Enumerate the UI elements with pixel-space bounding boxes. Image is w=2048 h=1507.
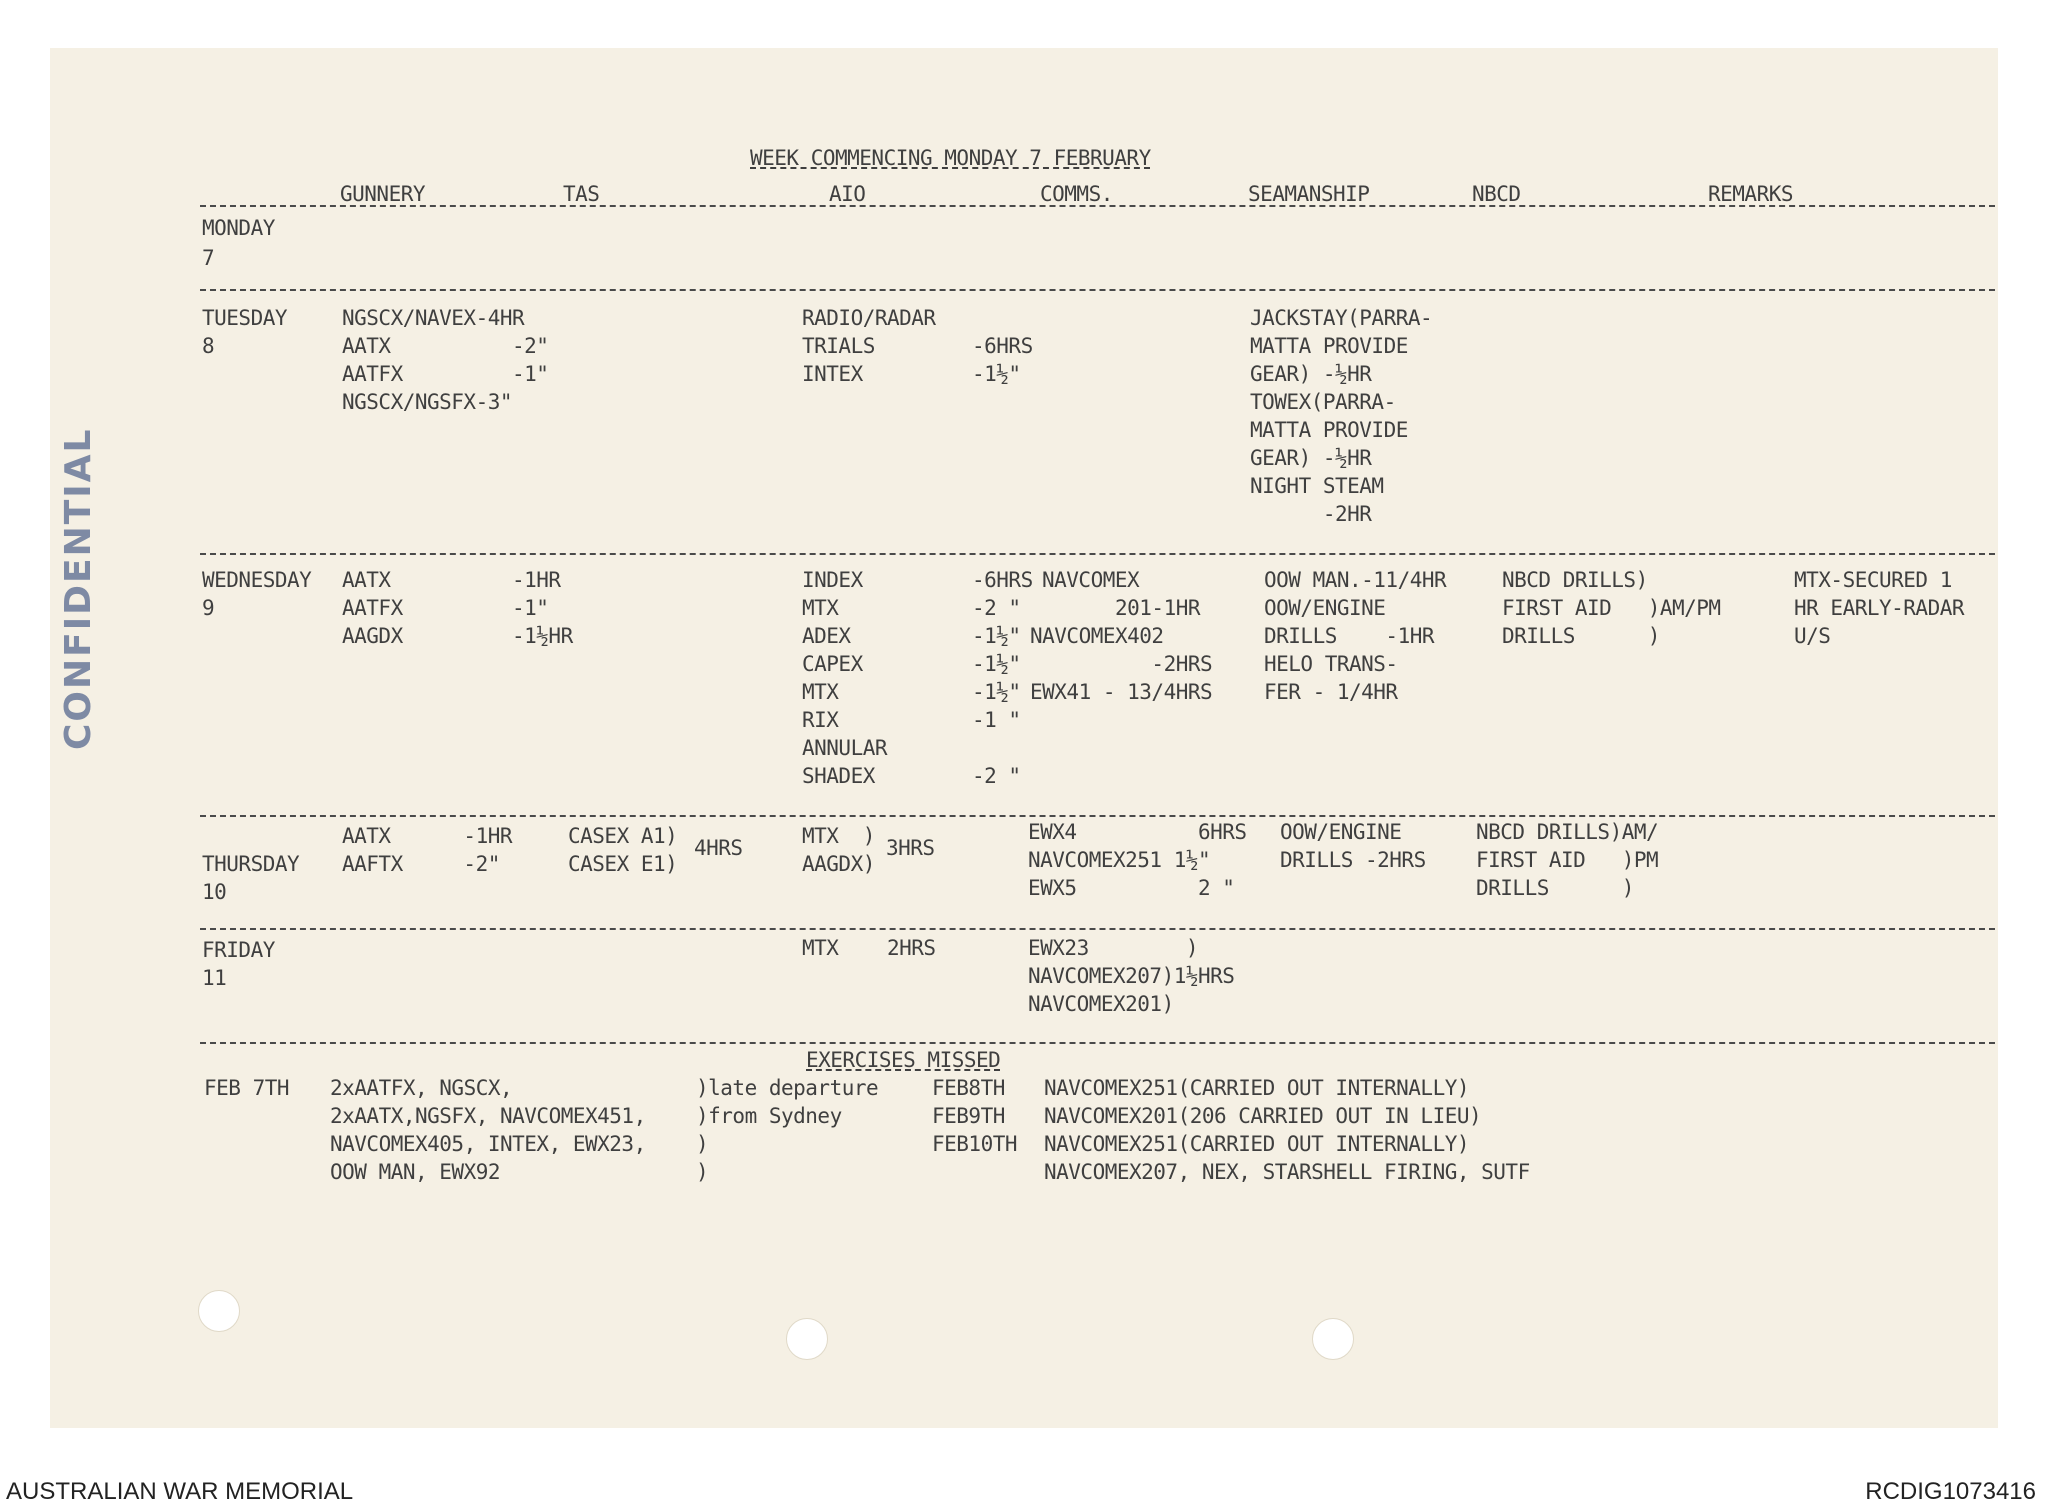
wed-gunnery-3: AAGDX -1½HR [342, 624, 573, 648]
thu-aio-1: MTX ) [802, 824, 875, 848]
wed-remarks-3: U/S [1794, 624, 1831, 648]
missed-feb7-reason-1: )late departure [696, 1076, 879, 1100]
wed-nbcd-3: DRILLS ) [1502, 624, 1660, 648]
wed-seamanship-2: OOW/ENGINE [1264, 596, 1386, 620]
wed-comms-4: -2HRS [1030, 652, 1213, 676]
wed-comms-1: NAVCOMEX [1042, 568, 1140, 592]
wed-seamanship-5: FER - 1/4HR [1264, 680, 1398, 704]
rule-header [200, 205, 1995, 207]
thu-gunnery-2: AAFTX -2" [342, 852, 500, 876]
header-aio: AIO [829, 182, 866, 206]
header-gunnery: GUNNERY [340, 182, 426, 206]
missed-later-date-2: FEB9TH [932, 1104, 1005, 1128]
wed-aio-1: INDEX -6HRS [802, 568, 1033, 592]
page-title: WEEK COMMENCING MONDAY 7 FEBRUARY [750, 146, 1151, 170]
thu-tas-1: CASEX A1) [568, 824, 678, 848]
punch-hole [198, 1290, 240, 1332]
thu-gunnery-1: AATX -1HR [342, 824, 513, 848]
wed-aio-6: RIX -1 " [802, 708, 1021, 732]
wed-nbcd-1: NBCD DRILLS) [1502, 568, 1648, 592]
tue-seamanship-8: -2HR [1250, 502, 1372, 526]
header-remarks: REMARKS [1708, 182, 1794, 206]
punch-hole [1312, 1318, 1354, 1360]
wed-comms-5: EWX41 - 13/4HRS [1030, 680, 1213, 704]
fri-aio-1: MTX 2HRS [802, 936, 936, 960]
rule-thursday [200, 928, 1995, 930]
missed-later-text-2: NAVCOMEX201(206 CARRIED OUT IN LIEU) [1044, 1104, 1482, 1128]
tue-seamanship-2: MATTA PROVIDE [1250, 334, 1408, 358]
day-monday-name: MONDAY [202, 216, 275, 240]
header-comms: COMMS. [1040, 182, 1113, 206]
wed-seamanship-1: OOW MAN.-11/4HR [1264, 568, 1447, 592]
missed-feb7-reason-4: ) [696, 1160, 709, 1184]
wed-aio-8: SHADEX -2 " [802, 764, 1021, 788]
day-friday-num: 11 [202, 966, 227, 990]
tue-seamanship-1: JACKSTAY(PARRA- [1250, 306, 1433, 330]
thu-nbcd-1: NBCD DRILLS)AM/ [1476, 820, 1659, 844]
day-monday-num: 7 [202, 246, 215, 270]
thu-nbcd-2: FIRST AID )PM [1476, 848, 1659, 872]
header-nbcd: NBCD [1472, 182, 1521, 206]
missed-feb7-date: FEB 7TH [204, 1076, 290, 1100]
rule-monday [200, 289, 1995, 291]
wed-comms-3: NAVCOMEX402 [1030, 624, 1164, 648]
confidential-stamp: CONFIDENTIAL [58, 427, 99, 750]
tue-aio-2: TRIALS -6HRS [802, 334, 1033, 358]
wed-remarks-2: HR EARLY-RADAR [1794, 596, 1965, 620]
day-tuesday-name: TUESDAY [202, 306, 288, 330]
fri-comms-3: NAVCOMEX201) [1028, 992, 1174, 1016]
footer-right: RCDIG1073416 [1865, 1478, 2036, 1505]
thu-aio-note: 3HRS [886, 836, 935, 860]
tue-aio-1: RADIO/RADAR [802, 306, 936, 330]
thu-aio-2: AAGDX) [802, 852, 875, 876]
tue-aio-3: INTEX -1½" [802, 362, 1021, 386]
wed-seamanship-4: HELO TRANS- [1264, 652, 1398, 676]
wed-aio-3: ADEX -1½" [802, 624, 1021, 648]
fri-comms-2: NAVCOMEX207)1½HRS [1028, 964, 1235, 988]
wed-comms-2: 201-1HR [1030, 596, 1201, 620]
missed-feb7-item-1: 2xAATFX, NGSCX, [330, 1076, 513, 1100]
missed-later-date-1: FEB8TH [932, 1076, 1005, 1100]
thu-nbcd-3: DRILLS ) [1476, 876, 1634, 900]
thu-seamanship-2: DRILLS -2HRS [1280, 848, 1426, 872]
day-tuesday-num: 8 [202, 334, 215, 358]
wed-gunnery-2: AATFX -1" [342, 596, 549, 620]
day-wednesday-name: WEDNESDAY [202, 568, 312, 592]
punch-hole [786, 1318, 828, 1360]
footer-left: AUSTRALIAN WAR MEMORIAL [6, 1478, 354, 1505]
thu-comms-2: NAVCOMEX251 1½" [1028, 848, 1211, 872]
day-wednesday-num: 9 [202, 596, 215, 620]
missed-title: EXERCISES MISSED [806, 1048, 1001, 1072]
tue-seamanship-3: GEAR) -½HR [1250, 362, 1372, 386]
missed-later-text-1: NAVCOMEX251(CARRIED OUT INTERNALLY) [1044, 1076, 1470, 1100]
missed-feb7-reason-3: ) [696, 1132, 709, 1156]
missed-feb7-item-3: NAVCOMEX405, INTEX, EWX23, [330, 1132, 646, 1156]
day-thursday-num: 10 [202, 880, 227, 904]
day-friday-name: FRIDAY [202, 938, 275, 962]
wed-remarks-1: MTX-SECURED 1 [1794, 568, 1952, 592]
rule-tuesday [200, 553, 1995, 555]
thu-comms-1: EWX4 6HRS [1028, 820, 1247, 844]
wed-aio-5: MTX -1½" [802, 680, 1021, 704]
wed-aio-2: MTX -2 " [802, 596, 1021, 620]
tue-seamanship-7: NIGHT STEAM [1250, 474, 1384, 498]
thu-seamanship-1: OOW/ENGINE [1280, 820, 1402, 844]
wed-seamanship-3: DRILLS -1HR [1264, 624, 1435, 648]
thu-tas-2: CASEX E1) [568, 852, 678, 876]
header-seamanship: SEAMANSHIP [1248, 182, 1370, 206]
thu-tas-note: 4HRS [694, 836, 743, 860]
missed-feb7-item-2: 2xAATX,NGSFX, NAVCOMEX451, [330, 1104, 646, 1128]
missed-feb7-reason-2: )from Sydney [696, 1104, 842, 1128]
tue-seamanship-5: MATTA PROVIDE [1250, 418, 1408, 442]
wed-aio-4: CAPEX -1½" [802, 652, 1021, 676]
tue-gunnery-4: NGSCX/NGSFX-3" [342, 390, 513, 414]
wed-aio-7: ANNULAR [802, 736, 888, 760]
tue-gunnery-3: AATFX -1" [342, 362, 549, 386]
missed-later-date-3: FEB10TH [932, 1132, 1018, 1156]
rule-friday [200, 1042, 1995, 1044]
rule-wednesday [200, 815, 1995, 817]
header-tas: TAS [563, 182, 600, 206]
fri-comms-1: EWX23 ) [1028, 936, 1199, 960]
missed-feb7-item-4: OOW MAN, EWX92 [330, 1160, 501, 1184]
tue-gunnery-1: NGSCX/NAVEX-4HR [342, 306, 525, 330]
wed-nbcd-2: FIRST AID )AM/PM [1502, 596, 1721, 620]
thu-comms-3: EWX5 2 " [1028, 876, 1235, 900]
document-sheet [50, 48, 1998, 1428]
tue-gunnery-2: AATX -2" [342, 334, 549, 358]
missed-later-text-4: NAVCOMEX207, NEX, STARSHELL FIRING, SUTF [1044, 1160, 1530, 1184]
tue-seamanship-4: TOWEX(PARRA- [1250, 390, 1396, 414]
wed-gunnery-1: AATX -1HR [342, 568, 561, 592]
day-thursday-name: THURSDAY [202, 852, 300, 876]
tue-seamanship-6: GEAR) -½HR [1250, 446, 1372, 470]
missed-later-text-3: NAVCOMEX251(CARRIED OUT INTERNALLY) [1044, 1132, 1470, 1156]
